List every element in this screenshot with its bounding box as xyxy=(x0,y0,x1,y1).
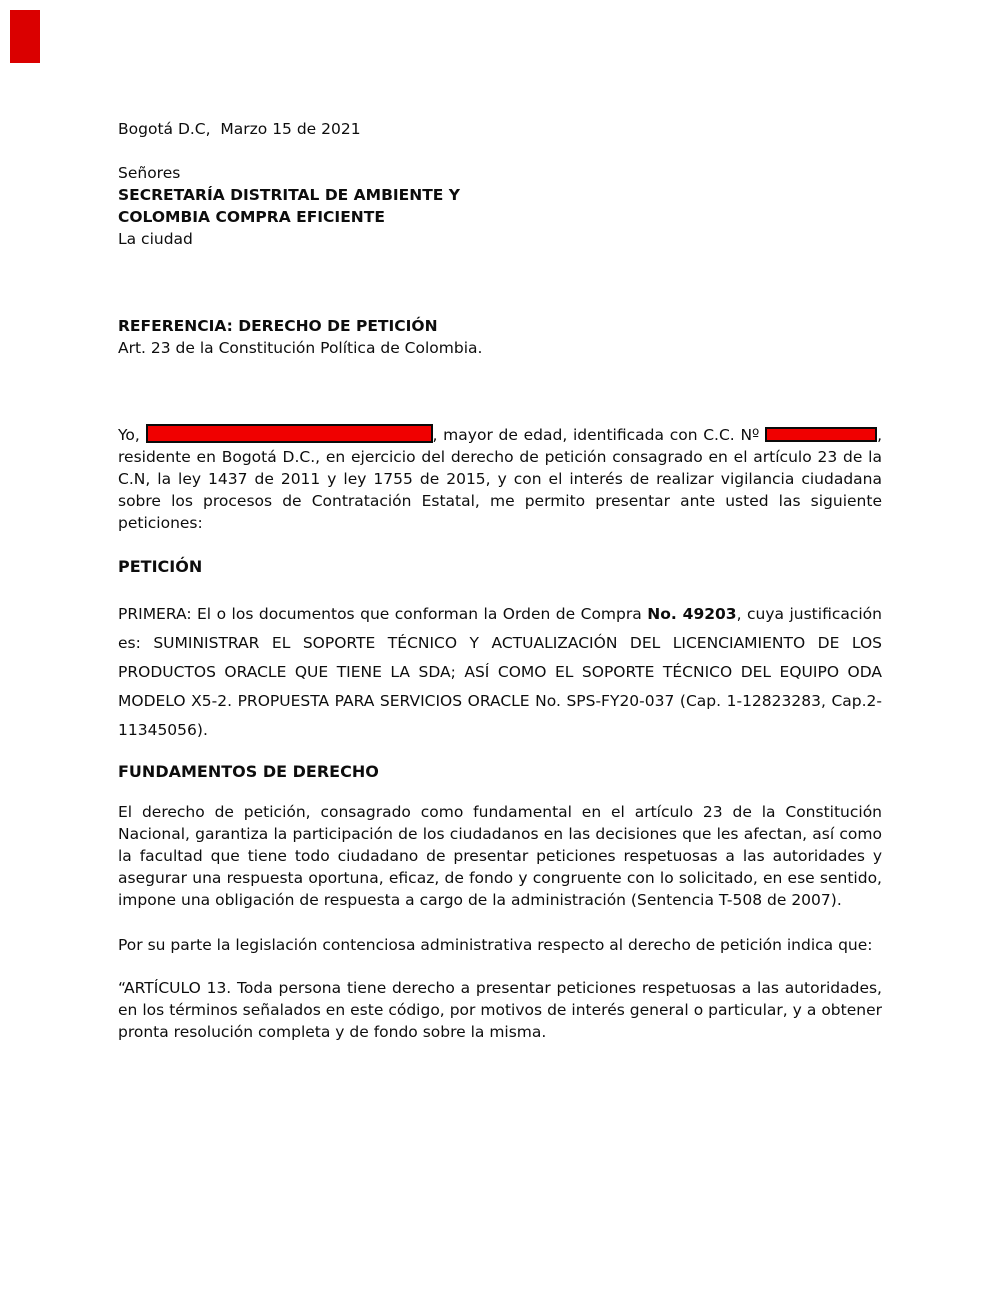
intro-text-2: , mayor de edad, identificada con C.C. Nº xyxy=(432,426,766,444)
fundamentos-paragraph-1: El derecho de petición, consagrado como fundamental en el artículo 23 de la Constitución Nacional, garantiza la participación de los ciudadanos en las decisiones que les afectan, así como la facultad que tiene todo ciudadano de presentar peticiones respetuosas a las autoridades y asegurar una respuesta oportuna, eficaz, de fondo y congruente con lo solicitado, en ese sentido, impone una obligación de respuesta a cargo de la administración (Sentencia T-508 de 2007). xyxy=(118,803,882,909)
recipient-city: La ciudad xyxy=(118,230,193,248)
reference-subtitle: Art. 23 de la Constitución Política de Colombia. xyxy=(118,339,483,357)
recipient-salutation: Señores xyxy=(118,164,181,182)
fundamentos-paragraph-2: Por su parte la legislación contenciosa administrativa respecto al derecho de petición indica que: xyxy=(118,936,873,954)
intro-text-1: Yo, xyxy=(118,426,146,444)
recipient-name-line-1: SECRETARÍA DISTRITAL DE AMBIENTE Y xyxy=(118,186,461,204)
order-number: No. 49203 xyxy=(647,605,737,623)
corner-redaction-mark xyxy=(10,10,40,63)
intro-text-3: , residente en Bogotá D.C., en ejercicio del derecho de petición consagrado en el artículo 23 de la C.N, la ley 1437 de 2011 y ley 1755 de 2015, y con el interés de realizar vigilancia ciudadana sobre los procesos de Contratación Estatal, me permito presentar ante usted las siguiente peticiones: xyxy=(118,426,882,532)
recipient-name-line-2: COLOMBIA COMPRA EFICIENTE xyxy=(118,208,385,226)
peticion-paragraph xyxy=(118,600,882,745)
peticion-text-2: , cuya justificación es: SUMINISTRAR EL SOPORTE TÉCNICO Y ACTUALIZACIÓN DEL LICENCIAMIENTO DE LOS PRODUCTOS ORACLE QUE TIENE LA SDA; ASÍ COMO EL SOPORTE TÉCNICO DEL EQUIPO ODA MODELO X5-2. PROPUESTA PARA SERVICIOS ORACLE No. SPS-FY20-037 (Cap. 1-12823283, Cap.2-11345056). xyxy=(118,605,882,739)
reference-title: REFERENCIA: DERECHO DE PETICIÓN xyxy=(118,317,438,335)
peticion-heading: PETICIÓN xyxy=(118,557,203,576)
date-line: Bogotá D.C, Marzo 15 de 2021 xyxy=(118,120,361,138)
fundamentos-heading: FUNDAMENTOS DE DERECHO xyxy=(118,762,379,781)
intro-paragraph xyxy=(118,424,882,534)
reference-block xyxy=(118,315,882,359)
fundamentos-paragraph-3: “ARTÍCULO 13. Toda persona tiene derecho a presentar peticiones respetuosas a las autoridades, en los términos señalados en este código, por motivos de interés general o particular, y a obtener pronta resolución completa y de fondo sobre la misma. xyxy=(118,979,882,1041)
peticion-text-1: PRIMERA: El o los documentos que conforman la Orden de Compra xyxy=(118,605,648,623)
redacted-id-number-box xyxy=(765,427,877,442)
recipient-block xyxy=(118,162,882,250)
redacted-name-box xyxy=(146,424,433,443)
